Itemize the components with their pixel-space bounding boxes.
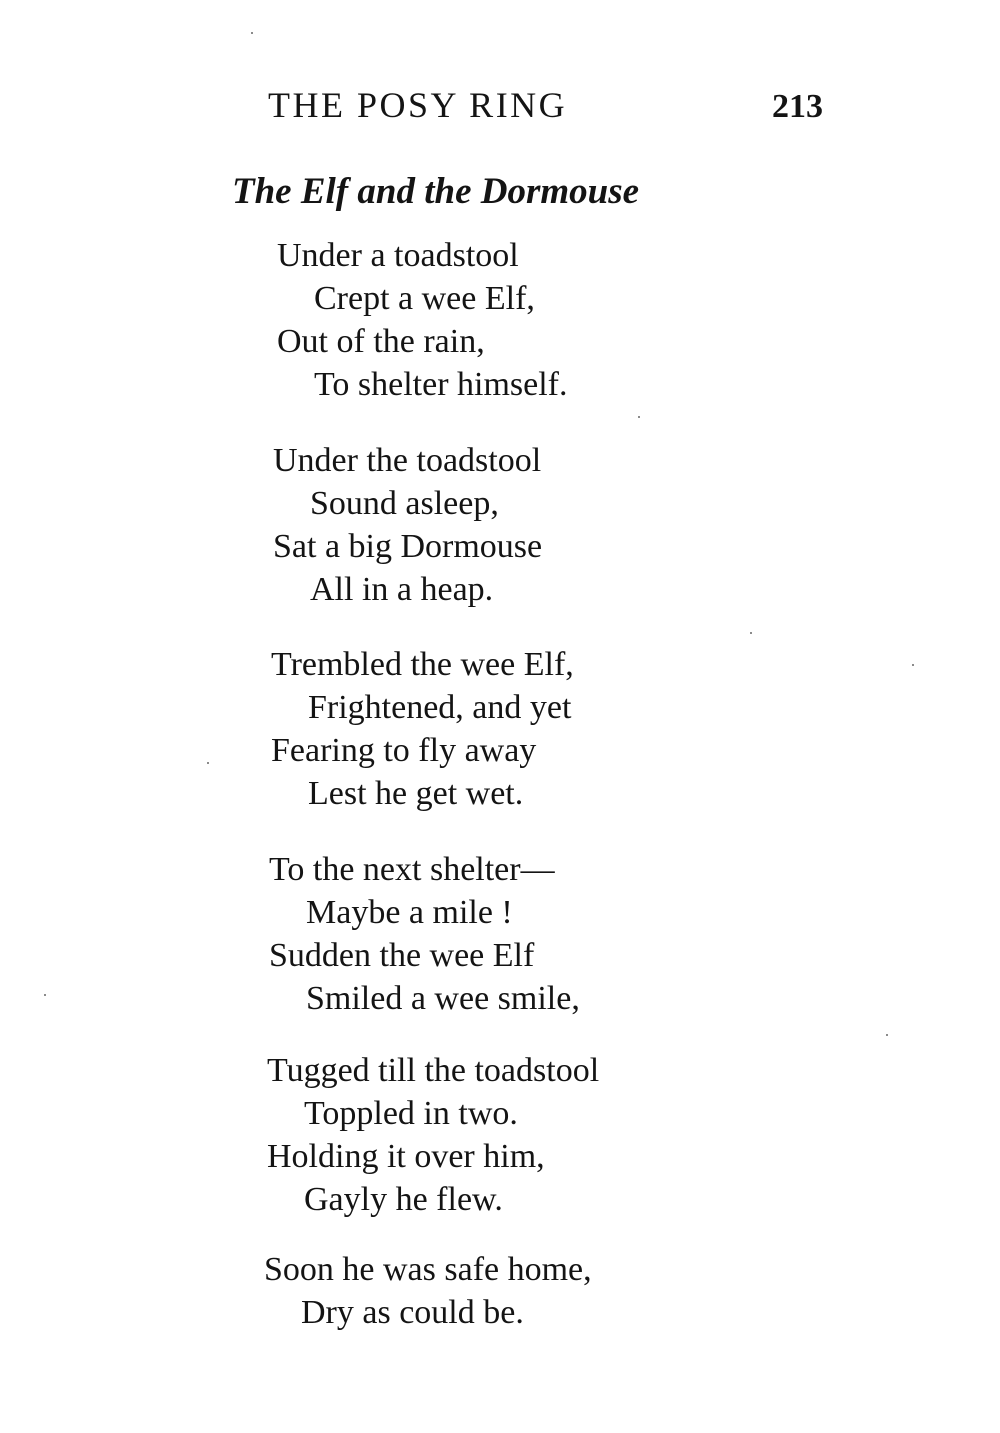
poem-line: Toppled in two.: [304, 1095, 518, 1132]
poem-line: Under a toadstool: [277, 237, 519, 274]
poem-line: Sound asleep,: [310, 485, 499, 522]
poem-title: The Elf and the Dormouse: [232, 171, 640, 212]
poem-line: Frightened, and yet: [308, 689, 572, 726]
poem-line: Trembled the wee Elf,: [271, 646, 574, 683]
poem-line: Gayly he flew.: [304, 1181, 503, 1218]
scan-speck: [44, 994, 46, 996]
scan-speck: [207, 762, 209, 764]
stanza-5: [267, 1049, 599, 1221]
stanza-4: [269, 848, 580, 1020]
stanza-1: [277, 234, 568, 406]
poem-line: To the next shelter—: [269, 851, 555, 888]
stanza-6: [264, 1248, 592, 1334]
running-title: THE POSY RING: [268, 85, 568, 125]
poem-line: Holding it over him,: [267, 1138, 545, 1175]
scan-speck: [750, 632, 752, 634]
poem-line: Soon he was safe home,: [264, 1251, 592, 1288]
poem-line: Maybe a mile !: [306, 894, 513, 931]
poem-line: Sudden the wee Elf: [269, 937, 535, 974]
poem-line: Crept a wee Elf,: [314, 280, 535, 317]
stanza-2: [273, 439, 542, 611]
poem-line: Sat a big Dormouse: [273, 528, 543, 565]
scan-speck: [638, 416, 640, 418]
poem-line: Tugged till the toadstool: [267, 1052, 600, 1089]
poem-line: Out of the rain,: [277, 323, 485, 360]
scan-speck: [912, 664, 914, 666]
poem-line: Fearing to fly away: [271, 732, 537, 769]
poem-line: All in a heap.: [310, 571, 494, 608]
poem-line: Lest he get wet.: [308, 775, 524, 812]
poem-line: Under the toadstool: [273, 442, 542, 479]
poem-line: Smiled a wee smile,: [306, 980, 580, 1017]
poem-line: Dry as could be.: [301, 1294, 524, 1331]
poem-line: To shelter himself.: [314, 366, 568, 403]
page-number: 213: [772, 88, 823, 125]
scan-speck: [251, 32, 253, 34]
stanza-3: [271, 643, 574, 815]
scan-speck: [886, 1034, 888, 1036]
